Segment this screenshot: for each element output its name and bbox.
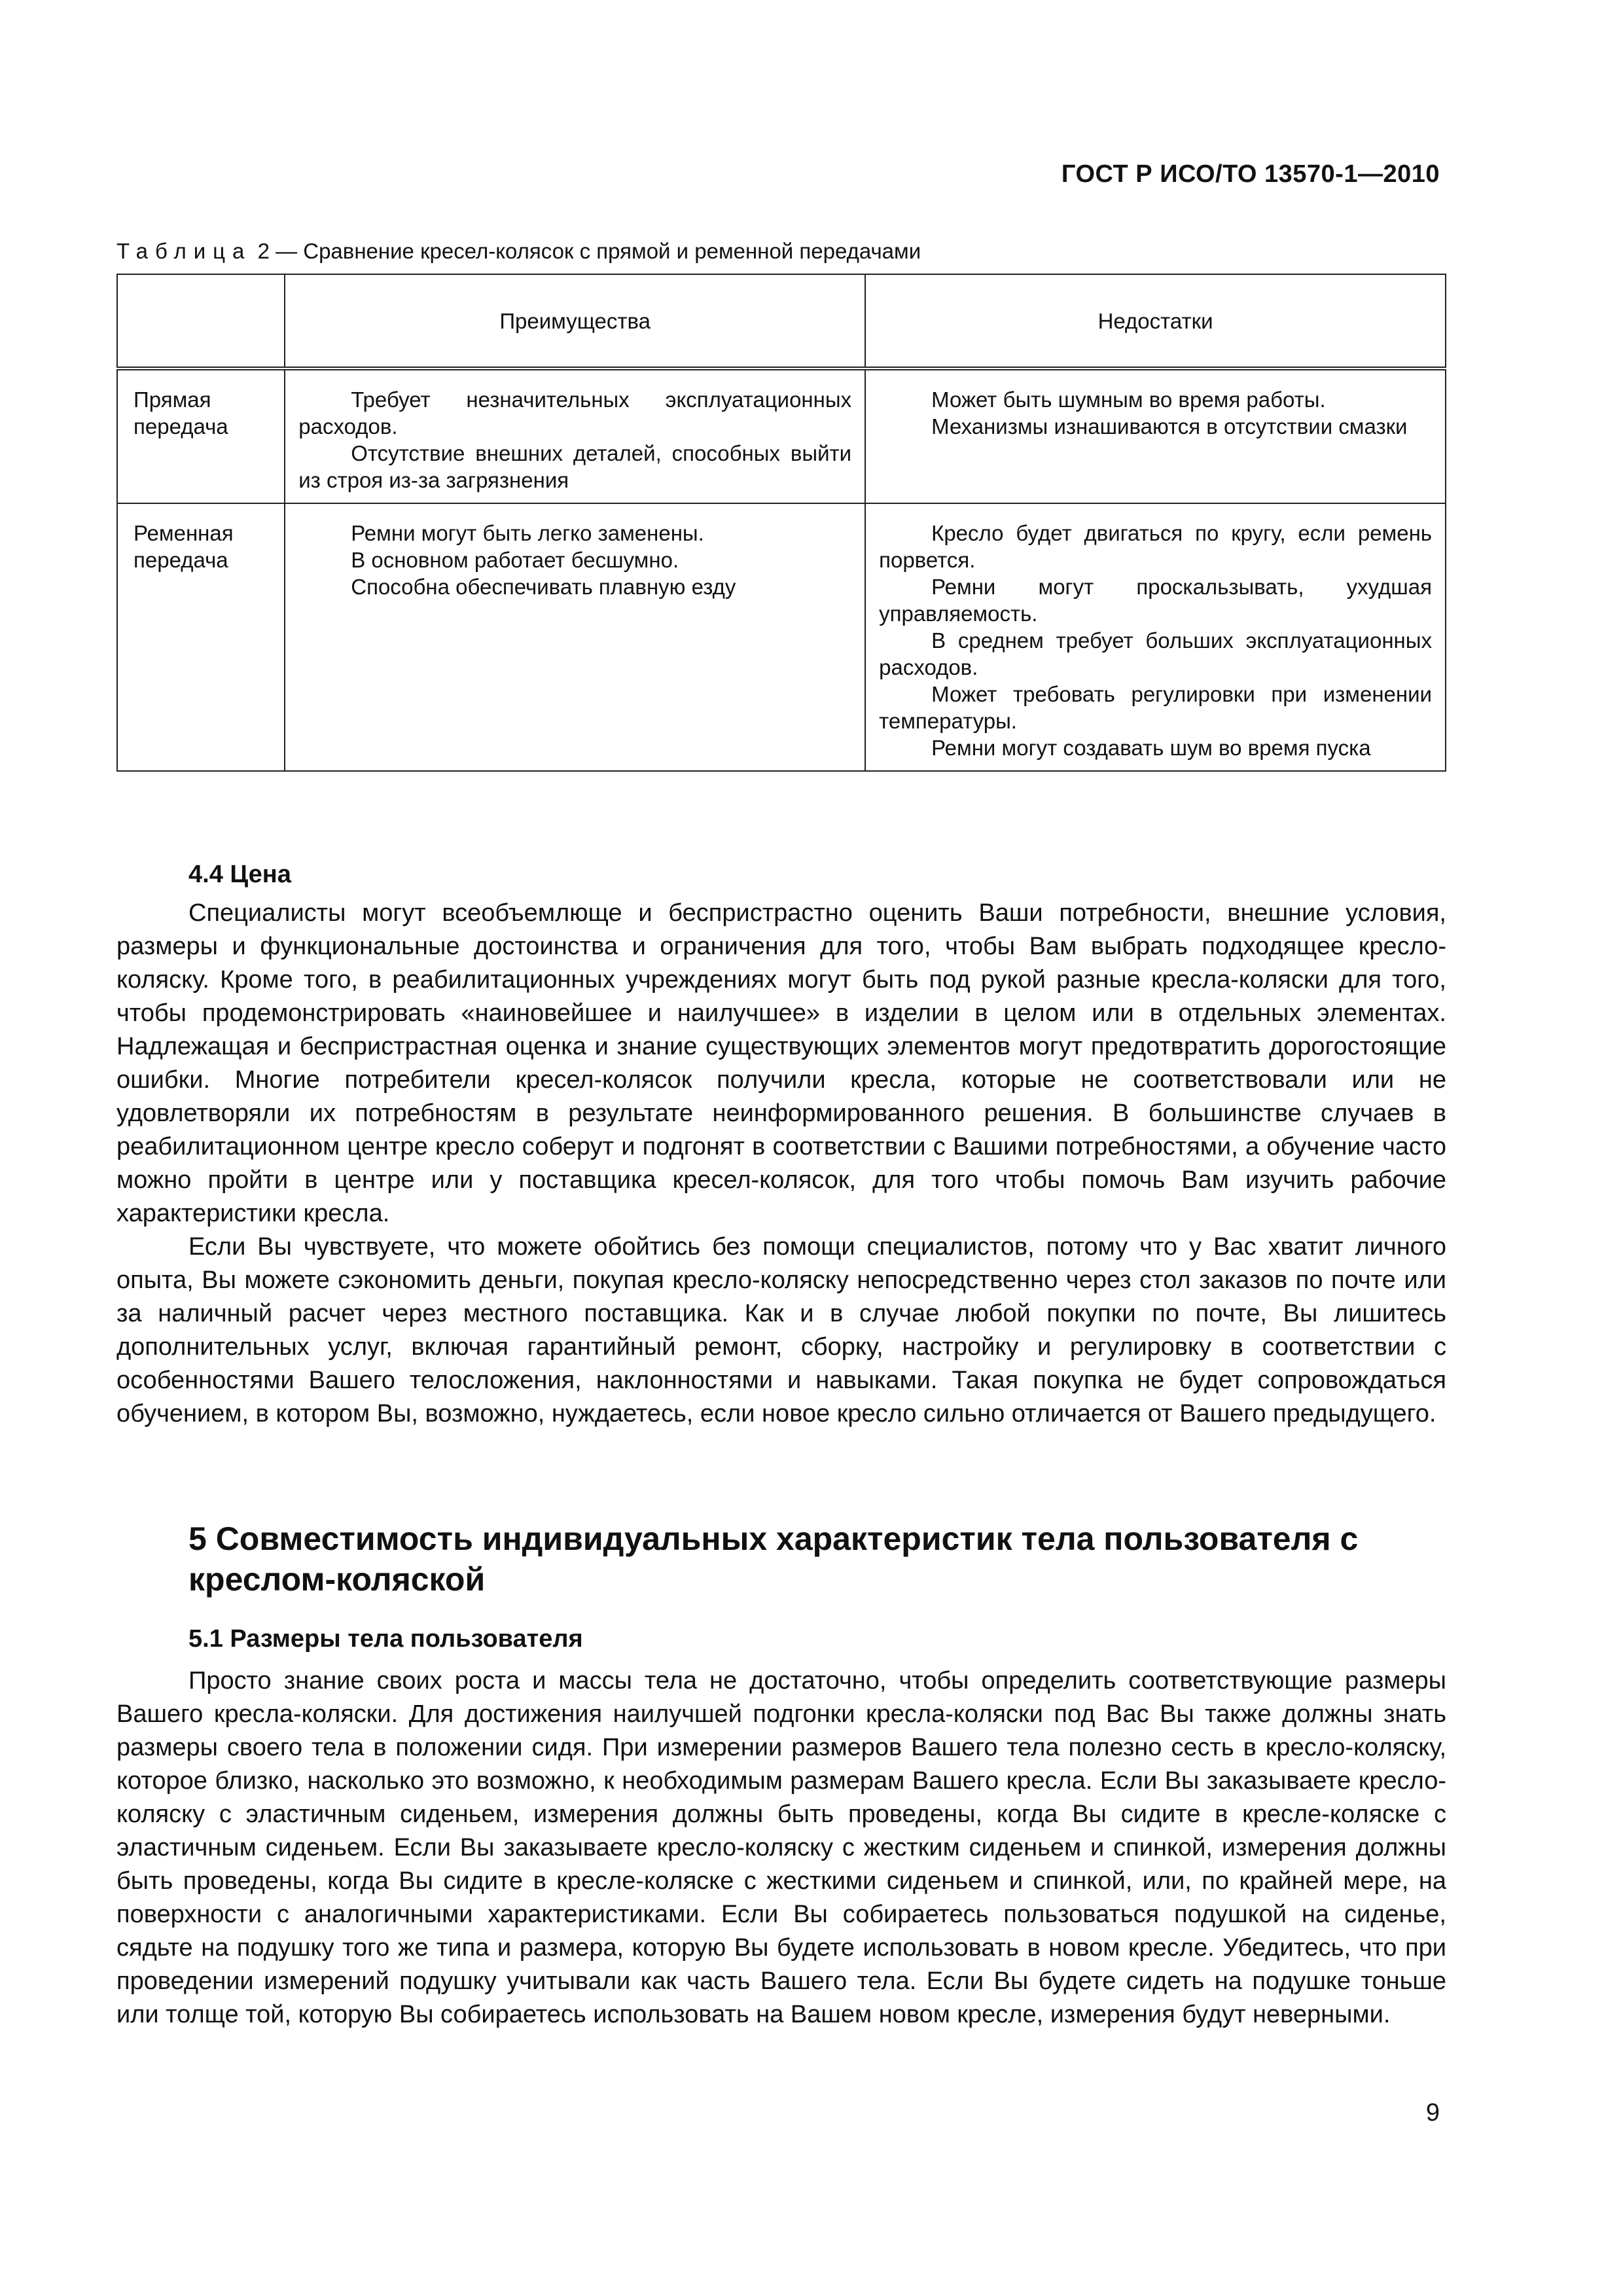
section-4-4-body	[116, 897, 1446, 1431]
section-4-4-paragraph: Специалисты могут всеобъемлюще и беспристрастно оценить Ваши потребности, внешние условия, размеры и функциональные достоинства и ограничения для того, чтобы Вам выбрать подходящее кресло-коляску. Кроме того, в реабилитационных учреждениях могут быть под рукой разные кресла-коляски для того, чтобы продемонстрировать «наиновейшее и наилучшее» в изделии в целом или в отдельных элементах. Надлежащая и беспристрастная оценка и знание существующих элементов могут предотвратить дорогостоящие ошибки. Многие потребители кресел-колясок получили кресла, которые не соответствовали или не удовлетворяли их потребностям в результате неинформированного решения. В большинстве случаев в реабилитационном центре кресло соберут и подгонят в соответствии с Вашими потребностями, а обучение часто можно пройти в центре или у поставщика кресел-колясок, для того чтобы помочь Вам изучить рабочие характеристики кресла.	[116, 899, 1446, 1227]
disadvantage-item: Может быть шумным во время работы.	[931, 387, 1326, 412]
section-4-4-paragraph: Если Вы чувствуете, что можете обойтись без помощи специалистов, потому что у Вас хватит личного опыта, Вы можете сэкономить деньги, покупая кресло-коляску непосредственно через стол заказов по почте или за наличный расчет через местного поставщика. Как и в случае любой покупки по почте, Вы лишитесь дополнительных услуг, включая гарантийный ремонт, сборку, настройку и регулировку в соответствии с особенностями Вашего телосложения, наклонностями и навыками. Такая покупка не будет сопровождаться обучением, в котором Вы, возможно, нуждаетесь, если новое кресло сильно отличается от Вашего предыдущего.	[116, 1233, 1446, 1427]
table-header-empty	[117, 274, 285, 368]
table-caption-text: 2 — Сравнение кресел-колясок с прямой и ременной передачами	[257, 239, 921, 263]
disadvantage-item: Ремни могут создавать шум во время пуска	[931, 736, 1371, 760]
section-5-heading: 5 Совместимость индивидуальных характеристик тела пользователя с креслом-коляской	[188, 1520, 1359, 1598]
section-5-1-paragraph: Просто знание своих роста и массы тела не достаточно, чтобы определить соответствующие размеры Вашего кресла-коляски. Для достижения наилучшей подгонки кресла-коляски под Вас Вы также должны знать размеры своего тела в положении сидя. При измерении размеров Вашего тела полезно сесть в кресло-коляску, которое близко, насколько это возможно, к необходимым размерам Вашего кресла. Если Вы заказываете кресло-коляску с эластичным сиденьем, измерения должны быть проведены, когда Вы сидите в кресле-коляске с эластичным сиденьем. Если Вы заказываете кресло-коляску с жестким сиденьем и спинкой, измерения должны быть проведены, когда Вы сидите в кресле-коляске с жесткими сиденьем и спинкой, или, по крайней мере, на поверхности с аналогичными характеристиками. Если Вы собираетесь пользоваться подушкой на сиденье, сядьте на подушку того же типа и размера, которую Вы будете использовать в новом кресле. Убедитесь, что при проведении измерений подушку учитывали как часть Вашего тела. Если Вы будете сидеть на подушке тоньше или толще той, которую Вы собираетесь использовать на Вашем новом кресле, измерения будут неверными.	[116, 1667, 1446, 2028]
belt-drive-disadvantages	[865, 503, 1446, 771]
comparison-table	[116, 274, 1446, 772]
direct-drive-advantages	[285, 368, 865, 503]
page-number: 9	[1425, 2099, 1440, 2126]
table-header-advantages: Преимущества	[285, 274, 865, 368]
table-header-disadvantages: Недостатки	[865, 274, 1446, 368]
advantage-item: Требует незначительных эксплуатационных расходов.	[298, 387, 852, 439]
disadvantage-item: Может требовать регулировки при изменении температуры.	[879, 682, 1432, 733]
disadvantage-item: Кресло будет двигаться по кругу, если ремень порвется.	[879, 521, 1432, 572]
section-4-4-heading: 4.4 Цена	[188, 861, 291, 888]
advantage-item: Отсутствие внешних деталей, способных выйти из строя из-за загрязнения	[298, 441, 852, 492]
disadvantage-item: Ремни могут проскальзывать, ухудшая управляемость.	[879, 575, 1432, 626]
advantage-item: Способна обеспечивать плавную езду	[351, 575, 736, 599]
advantage-item: В основном работает бесшумно.	[351, 548, 679, 572]
row-label-direct-drive: Прямая передача	[117, 368, 285, 503]
belt-drive-advantages	[285, 503, 865, 771]
table-caption-word: Таблица	[116, 239, 252, 263]
table-row-belt-drive	[117, 503, 1446, 771]
disadvantage-item: В среднем требует больших эксплуатационных расходов.	[879, 628, 1432, 679]
section-5-1-body	[116, 1664, 1446, 2032]
direct-drive-disadvantages	[865, 368, 1446, 503]
section-5-1-heading: 5.1 Размеры тела пользователя	[188, 1625, 583, 1653]
document-code: ГОСТ Р ИСО/ТО 13570-1—2010	[1061, 160, 1440, 188]
advantage-item: Ремни могут быть легко заменены.	[351, 521, 704, 545]
table-header-row	[117, 274, 1446, 368]
row-label-belt-drive: Ременная передача	[117, 503, 285, 771]
disadvantage-item: Механизмы изнашиваются в отсутствии смазки	[931, 414, 1408, 439]
table-caption	[116, 239, 921, 264]
table-row-direct-drive	[117, 368, 1446, 503]
